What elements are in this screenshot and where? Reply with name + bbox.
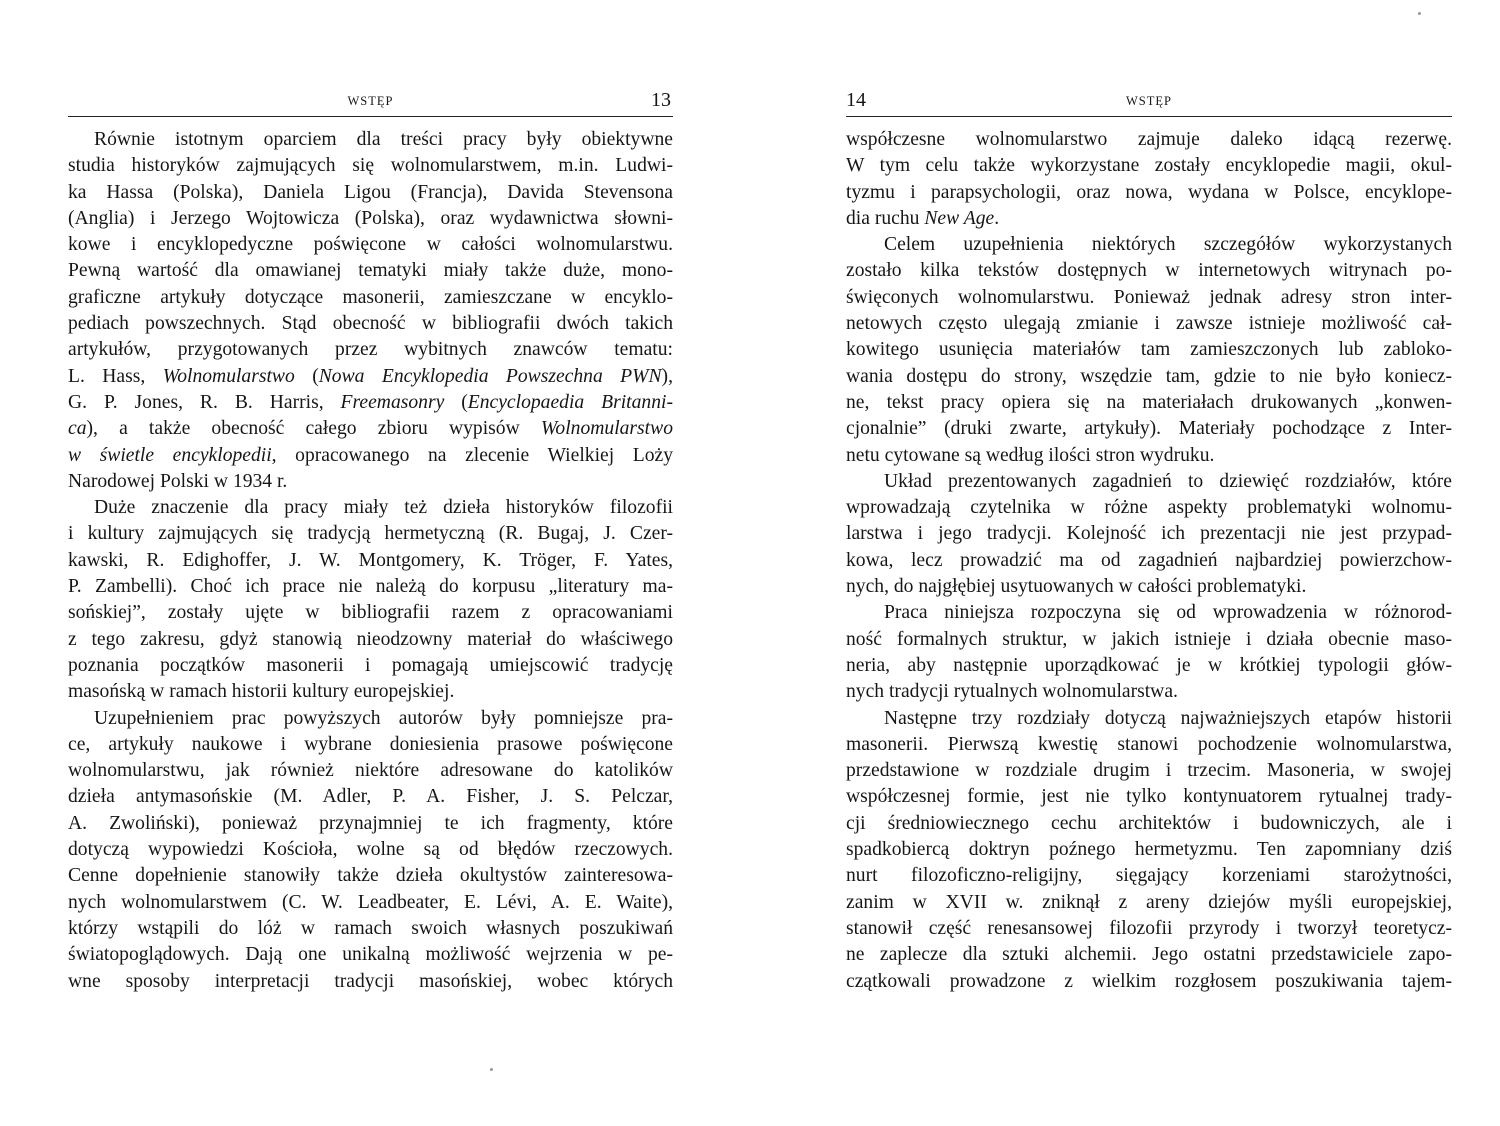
text-segment: wne sposoby interpretacji tradycji masońskiej, wobec których (68, 970, 673, 992)
text-segment: P. Zambelli). Choć ich prace nie należą do korpusu „literatury ma- (68, 576, 673, 598)
header-title: WSTĘP (347, 94, 394, 108)
text-segment: nych, do najgłębiej usytuowanych w całości problematyki. (846, 576, 1307, 598)
text-segment: ność formalnych struktur, w jakich istnieje i działa obecnie maso- (846, 628, 1452, 650)
text-segment: Cenne dopełnienie stanowiły także dzieła okultystów zainteresowa- (68, 865, 673, 887)
text-segment: G. P. Jones, R. B. Harris, (68, 391, 341, 413)
text-line (846, 916, 1452, 942)
text-line (846, 153, 1452, 179)
text-segment: święconych wolnomularstwu. Ponieważ jednak adresy stron inter- (846, 286, 1452, 308)
running-header (68, 90, 673, 117)
text-line (846, 180, 1452, 206)
scan-speck (490, 1068, 493, 1071)
text-line (846, 732, 1452, 758)
text-line (846, 495, 1452, 521)
text-line (846, 784, 1452, 810)
text-line (68, 258, 673, 284)
text-line (846, 548, 1452, 574)
text-segment: ( (294, 365, 319, 387)
text-line (68, 180, 673, 206)
text-line (68, 574, 673, 600)
text-segment: sońskiej”, zostały ujęte w bibliografii razem z opracowaniami (68, 602, 673, 624)
text-segment: masonerii. Pierwszą kwestię stanowi pochodzenie wolnomularstwa, (846, 733, 1452, 755)
text-line (68, 679, 673, 705)
text-segment: wprowadzają czytelnika w różne aspekty problematyki wolnomu- (846, 497, 1452, 519)
text-line (68, 364, 673, 390)
text-line (846, 863, 1452, 889)
text-line (68, 784, 673, 810)
text-line (68, 548, 673, 574)
text-segment: Następne trzy rozdziały dotyczą najważniejszych etapów historii (884, 707, 1452, 729)
text-segment: dia ruchu (846, 207, 925, 229)
text-segment: wania dostępu do strony, wszędzie tam, gdzie to nie było koniecz- (846, 365, 1452, 387)
text-segment: Duże znaczenie dla pracy miały też dzieła historyków filozofii (94, 497, 673, 519)
text-segment: L. Hass, (68, 365, 163, 387)
text-line (846, 653, 1452, 679)
text-line (846, 679, 1452, 705)
text-line (68, 916, 673, 942)
text-segment: Celem uzupełnienia niektórych szczegółów wykorzystanych (884, 234, 1452, 256)
text-line (846, 127, 1452, 153)
text-line (68, 311, 673, 337)
text-segment: . (994, 207, 1000, 229)
text-line (846, 574, 1452, 600)
text-segment: kowe i encyklopedyczne poświęcone w całości wolnomularstwu. (68, 234, 673, 256)
text-line (68, 653, 673, 679)
left-page (68, 0, 673, 1126)
text-line (68, 811, 673, 837)
text-line (68, 627, 673, 653)
text-line (846, 311, 1452, 337)
text-segment: ne zaplecze dla sztuki alchemii. Jego ostatni przedstawiciele zapo- (846, 944, 1452, 966)
text-segment: nurt filozoficzno-religijny, sięgający korzeniami starożytności, (846, 865, 1452, 887)
italic-title-text: Nowa Encyklopedia Powszechna PWN (318, 365, 662, 387)
text-line (846, 890, 1452, 916)
text-segment: (Anglia) i Jerzego Wojtowicza (Polska), oraz wydawnictwa słowni- (68, 207, 673, 229)
text-line (846, 206, 1452, 232)
text-segment: masońską w ramach historii kultury europejskiej. (68, 681, 455, 703)
text-line (846, 600, 1452, 626)
text-segment: ( (444, 391, 468, 413)
text-segment: ka Hassa (Polska), Daniela Ligou (Francja), Davida Stevensona (68, 181, 673, 203)
text-segment: neria, aby następnie uporządkować je w krótkiej typologii głów- (846, 654, 1452, 676)
text-segment: cjonalnie” (druki zwarte, artykuły). Materiały pochodzące z Inter- (846, 418, 1452, 440)
text-line (846, 837, 1452, 863)
text-line (68, 495, 673, 521)
text-line (846, 232, 1452, 258)
text-segment: Równie istotnym oparciem dla treści pracy były obiektywne (94, 129, 673, 150)
italic-title-text: ca (68, 418, 87, 440)
text-segment: Pewną wartość dla omawianej tematyki miały także duże, mono- (68, 260, 673, 282)
text-segment: Narodowej Polski w 1934 r. (68, 470, 288, 492)
page-body-text (68, 127, 673, 995)
text-line (68, 232, 673, 258)
text-line (68, 206, 673, 232)
page-number: 13 (651, 89, 671, 111)
header-title: WSTĘP (1126, 94, 1172, 108)
text-segment: kowitego usunięcia materiałów tam zamieszczonych lub zabloko- (846, 339, 1452, 361)
text-line (68, 153, 673, 179)
text-segment: współczesnej formie, jest nie tylko kontynuatorem rytualnej trady- (846, 786, 1452, 808)
text-segment: cji średniowiecznego cechu architektów i budowniczych, ale i (846, 812, 1452, 834)
text-line (846, 521, 1452, 547)
text-line (846, 627, 1452, 653)
italic-title-text: Wolnomularstwo (162, 365, 295, 387)
text-line (846, 364, 1452, 390)
running-header (846, 90, 1452, 117)
text-line (68, 469, 673, 495)
text-line (68, 416, 673, 442)
text-line (68, 443, 673, 469)
text-segment: ce, artykuły naukowe i wybrane doniesienia prasowe poświęcone (68, 733, 673, 755)
text-line (68, 890, 673, 916)
text-segment: graficzne artykuły dotyczące masonerii, zamieszczane w encyklo- (68, 286, 673, 308)
text-line (846, 811, 1452, 837)
italic-title-text: New Age (924, 207, 995, 229)
text-segment: artykułów, przygotowanych przez wybitnych znawców tematu: (68, 339, 673, 361)
text-segment: stanowił część renesansowej filozofii przyrody i tworzył teoretycz- (846, 917, 1452, 939)
text-line (68, 127, 673, 153)
text-segment: współczesne wolnomularstwo zajmuje daleko idącą rezerwę. (846, 129, 1452, 150)
text-segment: A. Zwoliński), ponieważ przynajmniej te ich fragmenty, które (68, 812, 673, 834)
text-line (846, 390, 1452, 416)
page-body-text (846, 127, 1452, 995)
text-segment: wolnomularstwu, jak również niektóre adresowane do katolików (68, 760, 673, 782)
text-segment: dotyczą wypowiedzi Kościoła, wolne są od błędów rzeczowych. (68, 839, 673, 861)
text-line (68, 600, 673, 626)
text-line (68, 732, 673, 758)
text-segment: ne, tekst pracy opiera się na materiałach drukowanych „konwen- (846, 391, 1452, 413)
text-segment: kawski, R. Edighoffer, J. W. Montgomery, K. Tröger, F. Yates, (68, 549, 673, 571)
text-segment: W tym celu także wykorzystane zostały encyklopedie magii, okul- (846, 155, 1452, 177)
text-line (68, 837, 673, 863)
text-segment: kowa, lecz prowadzić ma od zagadnień najbardziej powierzchow- (846, 549, 1452, 571)
text-segment: Praca niniejsza rozpoczyna się od wprowadzenia w różnorod- (884, 602, 1452, 624)
text-segment: którzy wstąpili do lóż w ramach swoich własnych poszukiwań (68, 917, 673, 939)
text-line (68, 863, 673, 889)
text-segment: larstwa i jego tradycji. Kolejność ich prezentacji nie jest przypad- (846, 523, 1452, 545)
text-line (846, 337, 1452, 363)
text-line (846, 469, 1452, 495)
text-segment: nych tradycji rytualnych wolnomularstwa. (846, 681, 1178, 703)
text-segment: netu cytowane są według ilości stron wydruku. (846, 444, 1215, 466)
text-segment: zostało kilka tekstów dostępnych w internetowych witrynach po- (846, 260, 1452, 282)
text-line (68, 337, 673, 363)
text-segment: studia historyków zajmujących się wolnomularstwem, m.in. Ludwi- (68, 155, 673, 177)
text-segment: spadkobiercą doktryn poźnego hermetyzmu. Ten zapomniany dziś (846, 839, 1452, 861)
right-page (846, 0, 1452, 1126)
text-segment: , opracowanego na zlecenie Wielkiej Loży (271, 444, 673, 466)
text-line (846, 258, 1452, 284)
text-segment: Uzupełnieniem prac powyższych autorów były pomniejsze pra- (94, 707, 673, 729)
text-line (846, 285, 1452, 311)
text-line (846, 942, 1452, 968)
italic-title-text: Encyclopaedia Britanni- (467, 391, 673, 413)
italic-title-text: w świetle encyklopedii (68, 444, 272, 466)
text-segment: pediach powszechnych. Stąd obecność w bibliografii dwóch takich (68, 313, 673, 335)
text-line (846, 758, 1452, 784)
text-segment: dzieła antymasońskie (M. Adler, P. A. Fisher, J. S. Pelczar, (68, 786, 673, 808)
page-number: 14 (846, 89, 866, 111)
text-line (68, 942, 673, 968)
text-segment: Układ prezentowanych zagadnień to dziewięć rozdziałów, które (884, 470, 1452, 492)
text-line (68, 969, 673, 995)
text-segment: nych wolnomularstwem (C. W. Leadbeater, E. Lévi, A. E. Waite), (68, 891, 673, 913)
text-line (68, 758, 673, 784)
text-line (846, 416, 1452, 442)
text-segment: przedstawione w rozdziale drugim i trzecim. Masoneria, w swojej (846, 760, 1452, 782)
text-segment: ), a także obecność całego zbioru wypisów (86, 418, 541, 440)
text-segment: ), (661, 365, 673, 387)
text-line (846, 443, 1452, 469)
text-line (846, 969, 1452, 995)
text-line (68, 521, 673, 547)
text-segment: poznania początków masonerii i pomagają umiejscowić tradycję (68, 654, 673, 676)
text-segment: netowych często ulegają zmianie i zawsze istnieje możliwość cał- (846, 313, 1452, 335)
text-segment: i kultury zajmujących się tradycją hermetyczną (R. Bugaj, J. Czer- (68, 523, 673, 545)
text-segment: z tego zakresu, gdyż stanowią nieodzowny materiał do właściwego (68, 628, 673, 650)
scan-speck (1418, 12, 1421, 15)
text-segment: światopoglądowych. Dają one unikalną możliwość wejrzenia w pe- (68, 944, 673, 966)
italic-title-text: Freemasonry (340, 391, 445, 413)
text-segment: czątkowali prowadzone z wielkim rozgłosem poszukiwania tajem- (846, 970, 1452, 992)
text-segment: zanim w XVII w. zniknął z areny dziejów myśli europejskiej, (846, 891, 1452, 913)
text-line (68, 285, 673, 311)
italic-title-text: Wolnomularstwo (540, 418, 673, 440)
text-segment: tyzmu i parapsychologii, oraz nowa, wydana w Polsce, encyklope- (846, 181, 1452, 203)
text-line (68, 706, 673, 732)
text-line (846, 706, 1452, 732)
text-line (68, 390, 673, 416)
